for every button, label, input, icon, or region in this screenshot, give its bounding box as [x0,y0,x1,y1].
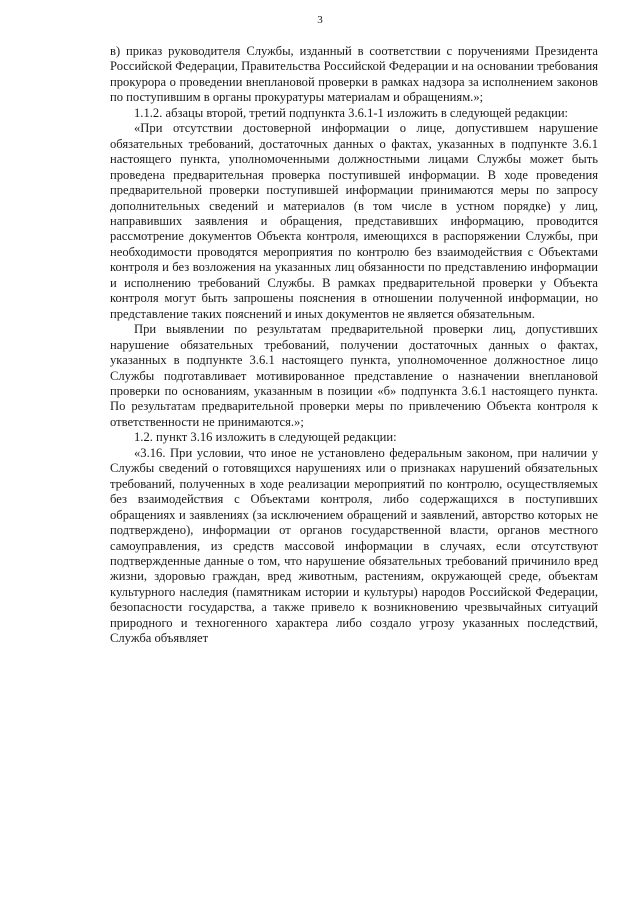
paragraph-3-16: «3.16. При условии, что иное не установлено федеральным законом, при наличии у Службы сведений о готовящихся нарушениях или о признаках нарушений обязательных требований, полученных в ходе реализации мероприятий по контролю, осуществляемых без взаимодействия с Объектами контроля, либо содержащихся в поступивших обращениях и заявлениях (за исключением обращений и заявлений, авторство которых не подтверждено), информации от органов государственной власти, органов местного самоуправления, из средств массовой информации в случаях, если отсутствуют подтвержденные данные о том, что нарушение обязательных требований причинило вред жизни, здоровью граждан, вред животным, растениям, окружающей среде, объектам культурного наследия (памятникам истории и культуры) народов Российской Федерации, безопасности государства, а также привело к возникновению чрезвычайных ситуаций природного и техногенного характера либо создало угрозу указанных последствий, Служба объявляет [110,445,598,646]
paragraph-check-results: При выявлении по результатам предварительной проверки лиц, допустивших нарушение обязательных требований, получении достаточных данных о фактах, указанных в подпункте 3.6.1 настоящего пункта, уполномоченное должностное лицо Службы подготавливает мотивированное представление о назначении внеплановой проверки по основаниям, указанным в позиции «б» подпункта 3.6.1 настоящего пункта. По результатам предварительной проверки меры по привлечению Объекта контроля к ответственности не принимаются.»; [110,322,598,429]
paragraph-preliminary-check: «При отсутствии достоверной информации о лице, допустившем нарушение обязательных требований, достаточных данных о фактах, указанных в подпункте 3.6.1 настоящего пункта, уполномоченными должностными лицами Службы может быть проведена предварительная проверка поступившей информации. В ходе проведения предварительной проверки поступившей информации принимаются меры по запросу дополнительных сведений и материалов (в том числе в устном порядке) у лиц, направивших заявления и обращения, представивших информацию, проводится рассмотрение документов Объекта контроля, имеющихся в распоряжении Службы, при необходимости проводятся мероприятия по контролю без взаимодействия с Объектами контроля и без возложения на указанных лиц обязанности по представлению информации и исполнению требований Службы. В рамках предварительной проверки у Объекта контроля могут быть запрошены пояснения в отношении полученной информации, но представление таких пояснений и иных документов не является обязательным. [110,121,598,321]
paragraph-1-1-2: 1.1.2. абзацы второй, третий подпункта 3.6.1-1 изложить в следующей редакции: [134,105,569,120]
paragraph-order-item-v: в) приказ руководителя Службы, изданный в соответствии с поручениями Президента Российской Федерации, Правительства Российской Федерации и на основании требования прокурора о проведении внеплановой проверки в рамках надзора за исполнением законов по поступившим в органы прокуратуры материалам и обращениям.»; [110,44,598,105]
page-number: 3 [317,14,323,26]
paragraph-1-2: 1.2. пункт 3.16 изложить в следующей редакции: [134,430,397,445]
document-body [110,44,598,647]
